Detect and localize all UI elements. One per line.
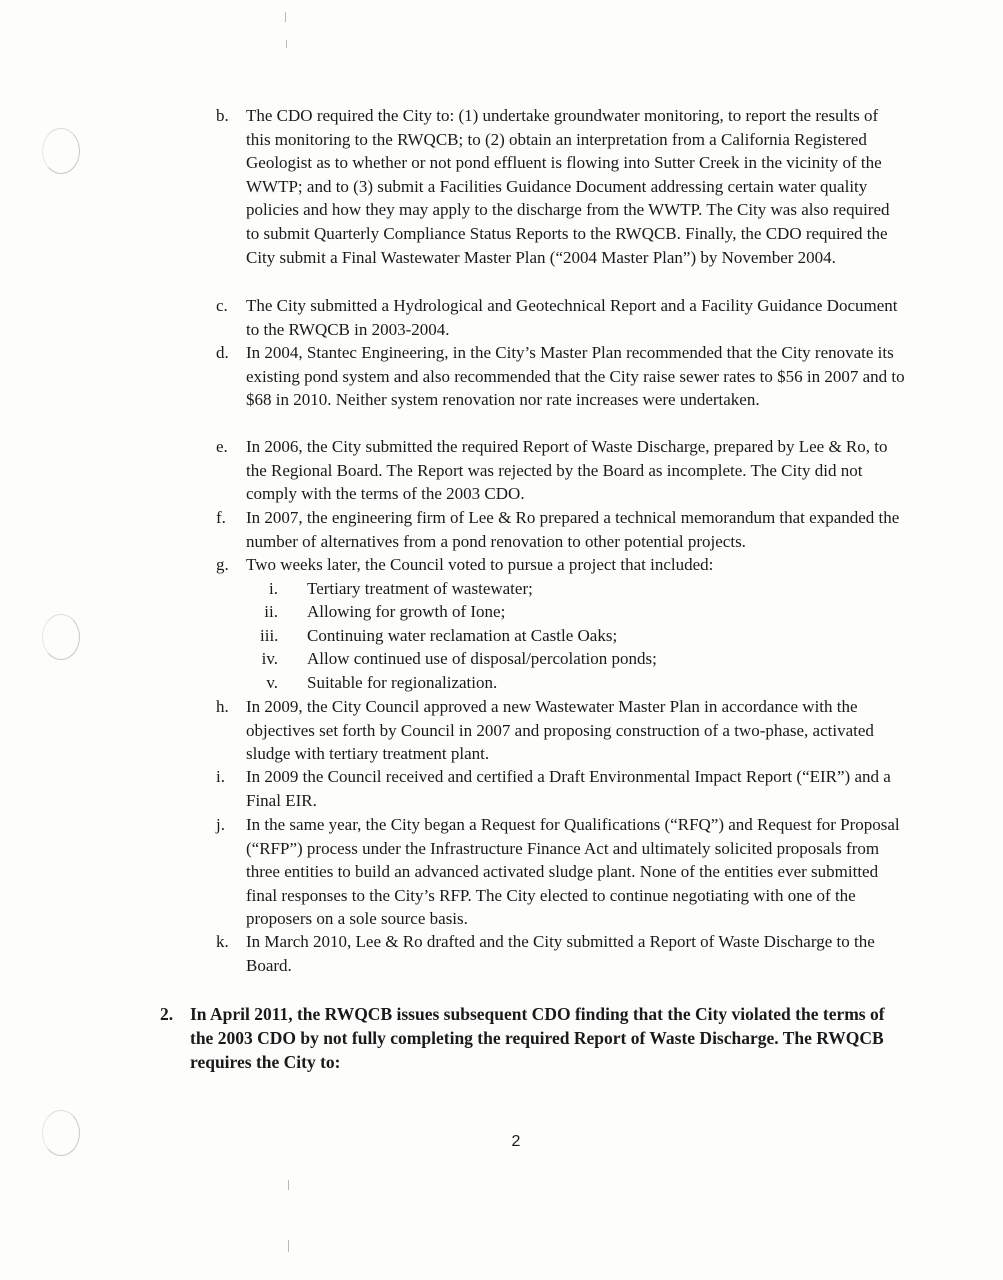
scan-speck — [288, 1240, 289, 1252]
list-text: In 2007, the engineering firm of Lee & Ro prepared a technical memorandum that expanded the number of alternatives from a pond renovation to other potential projects. — [246, 508, 900, 551]
punch-hole-bottom — [42, 1110, 80, 1156]
sublist-marker: iv. — [261, 649, 278, 668]
list-text: The City submitted a Hydrological and Geotechnical Report and a Facility Guidance Document to the RWQCB in 2003-2004. — [246, 296, 898, 339]
section-heading-text: In April 2011, the RWQCB issues subsequent CDO finding that the City violated the terms of the 2003 CDO by not fully completing the required Report of Waste Discharge. The RWQCB requires the City to: — [190, 1004, 885, 1072]
list-marker: d. — [216, 343, 229, 362]
scan-speck — [288, 1180, 289, 1190]
list-marker: i. — [216, 767, 225, 786]
sublist-marker: iii. — [260, 626, 279, 645]
list-marker: c. — [216, 296, 228, 315]
list-marker: f. — [216, 508, 226, 527]
list-marker: j. — [216, 815, 225, 834]
sublist-text: Continuing water reclamation at Castle Oaks; — [307, 626, 618, 645]
list-text: In 2009, the City Council approved a new Wastewater Master Plan in accordance with the objectives set forth by Council in 2007 and proposing construction of a two-phase, activated sludge with tertiary treatment plant. — [246, 697, 874, 764]
scan-speck — [286, 40, 287, 48]
sublist-text: Allowing for growth of Ione; — [307, 602, 506, 621]
list-text: The CDO required the City to: (1) undertake groundwater monitoring, to report the results of this monitoring to the RWQCB; to (2) obtain an interpretation from a California Registered Geologist as to whether or not pond effluent is flowing into Sutter Creek in the vicinity of the WWTP; and to (3) submit a Facilities Guidance Document addressing certain water quality policies and how they may apply to the discharge from the WWTP. The City was also required to submit Quarterly Compliance Status Reports to the RWQCB. Finally, the CDO required the City submit a Final Wastewater Master Plan (“2004 Master Plan”) by November 2004. — [246, 106, 890, 267]
sublist-marker: ii. — [264, 602, 278, 621]
sublist-text: Tertiary treatment of wastewater; — [307, 579, 533, 598]
list-marker: g. — [216, 555, 229, 574]
sublist-marker: i. — [269, 579, 278, 598]
list-text: In the same year, the City began a Request for Qualifications (“RFQ”) and Request for Proposal (“RFP”) process under the Infrastructure Finance Act and ultimately solicited proposals from three entities to build an advanced activated sludge plant. None of the entities ever submitted final responses to the City’s RFP. The City elected to continue negotiating with one of the proposers on a sole source basis. — [246, 815, 900, 929]
sublist-text: Allow continued use of disposal/percolation ponds; — [307, 649, 657, 668]
list-text: In 2004, Stantec Engineering, in the City’s Master Plan recommended that the City renovate its existing pond system and also recommended that the City raise sewer rates to $56 in 2007 and to $68 in 2010. Neither system renovation nor rate increases were undertaken. — [246, 343, 905, 410]
scan-speck — [285, 12, 286, 22]
sublist-text: Suitable for regionalization. — [307, 673, 498, 692]
list-text: In 2009 the Council received and certified a Draft Environmental Impact Report (“EIR”) and a Final EIR. — [246, 767, 891, 810]
list-text: In March 2010, Lee & Ro drafted and the City submitted a Report of Waste Discharge to the Board. — [246, 932, 875, 975]
list-text: In 2006, the City submitted the required Report of Waste Discharge, prepared by Lee & Ro, to the Regional Board. The Report was rejected by the Board as incomplete. The City did not comply with the terms of the 2003 CDO. — [246, 437, 888, 504]
list-text: Two weeks later, the Council voted to pursue a project that included: — [246, 555, 714, 574]
sublist-marker: v. — [266, 673, 278, 692]
punch-hole-top — [42, 128, 80, 174]
list-marker: e. — [216, 437, 228, 456]
punch-hole-middle — [42, 614, 80, 660]
section-number: 2. — [160, 1004, 174, 1024]
page-number: 2 — [511, 1133, 521, 1150]
list-marker: h. — [216, 697, 229, 716]
list-marker: b. — [216, 106, 229, 125]
list-marker: k. — [216, 932, 229, 951]
